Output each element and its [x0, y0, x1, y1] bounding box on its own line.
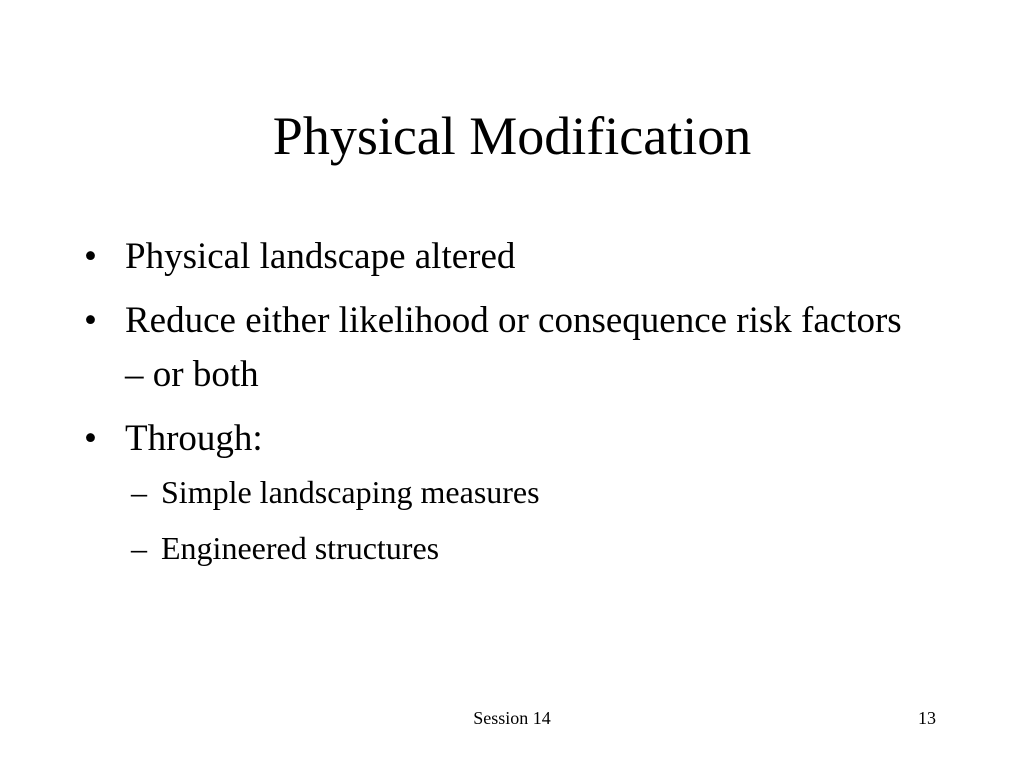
sub-bullet-list	[131, 468, 904, 572]
footer-page-number: 13	[918, 708, 936, 728]
bullet-item-landscape	[84, 230, 904, 284]
sub-item-text: Engineered structures	[161, 530, 440, 566]
dash-icon: –	[131, 474, 147, 510]
bullet-icon: •	[84, 418, 97, 459]
bullet-text: Reduce either likelihood or consequence risk factors – or both	[125, 300, 902, 395]
bullet-item-through	[84, 412, 904, 572]
slide-title: Physical Modification	[272, 106, 752, 166]
bullet-item-reduce-risk	[84, 294, 904, 402]
bullet-icon: •	[84, 300, 97, 341]
bullet-list	[84, 230, 904, 582]
footer-session-label: Session 14	[473, 708, 551, 728]
dash-icon: –	[131, 530, 147, 566]
sub-item-engineered	[131, 524, 904, 572]
bullet-text: Through:	[125, 418, 263, 459]
bullet-icon: •	[84, 236, 97, 277]
sub-item-text: Simple landscaping measures	[161, 474, 540, 510]
sub-item-landscaping	[131, 468, 904, 516]
bullet-text: Physical landscape altered	[125, 236, 516, 277]
